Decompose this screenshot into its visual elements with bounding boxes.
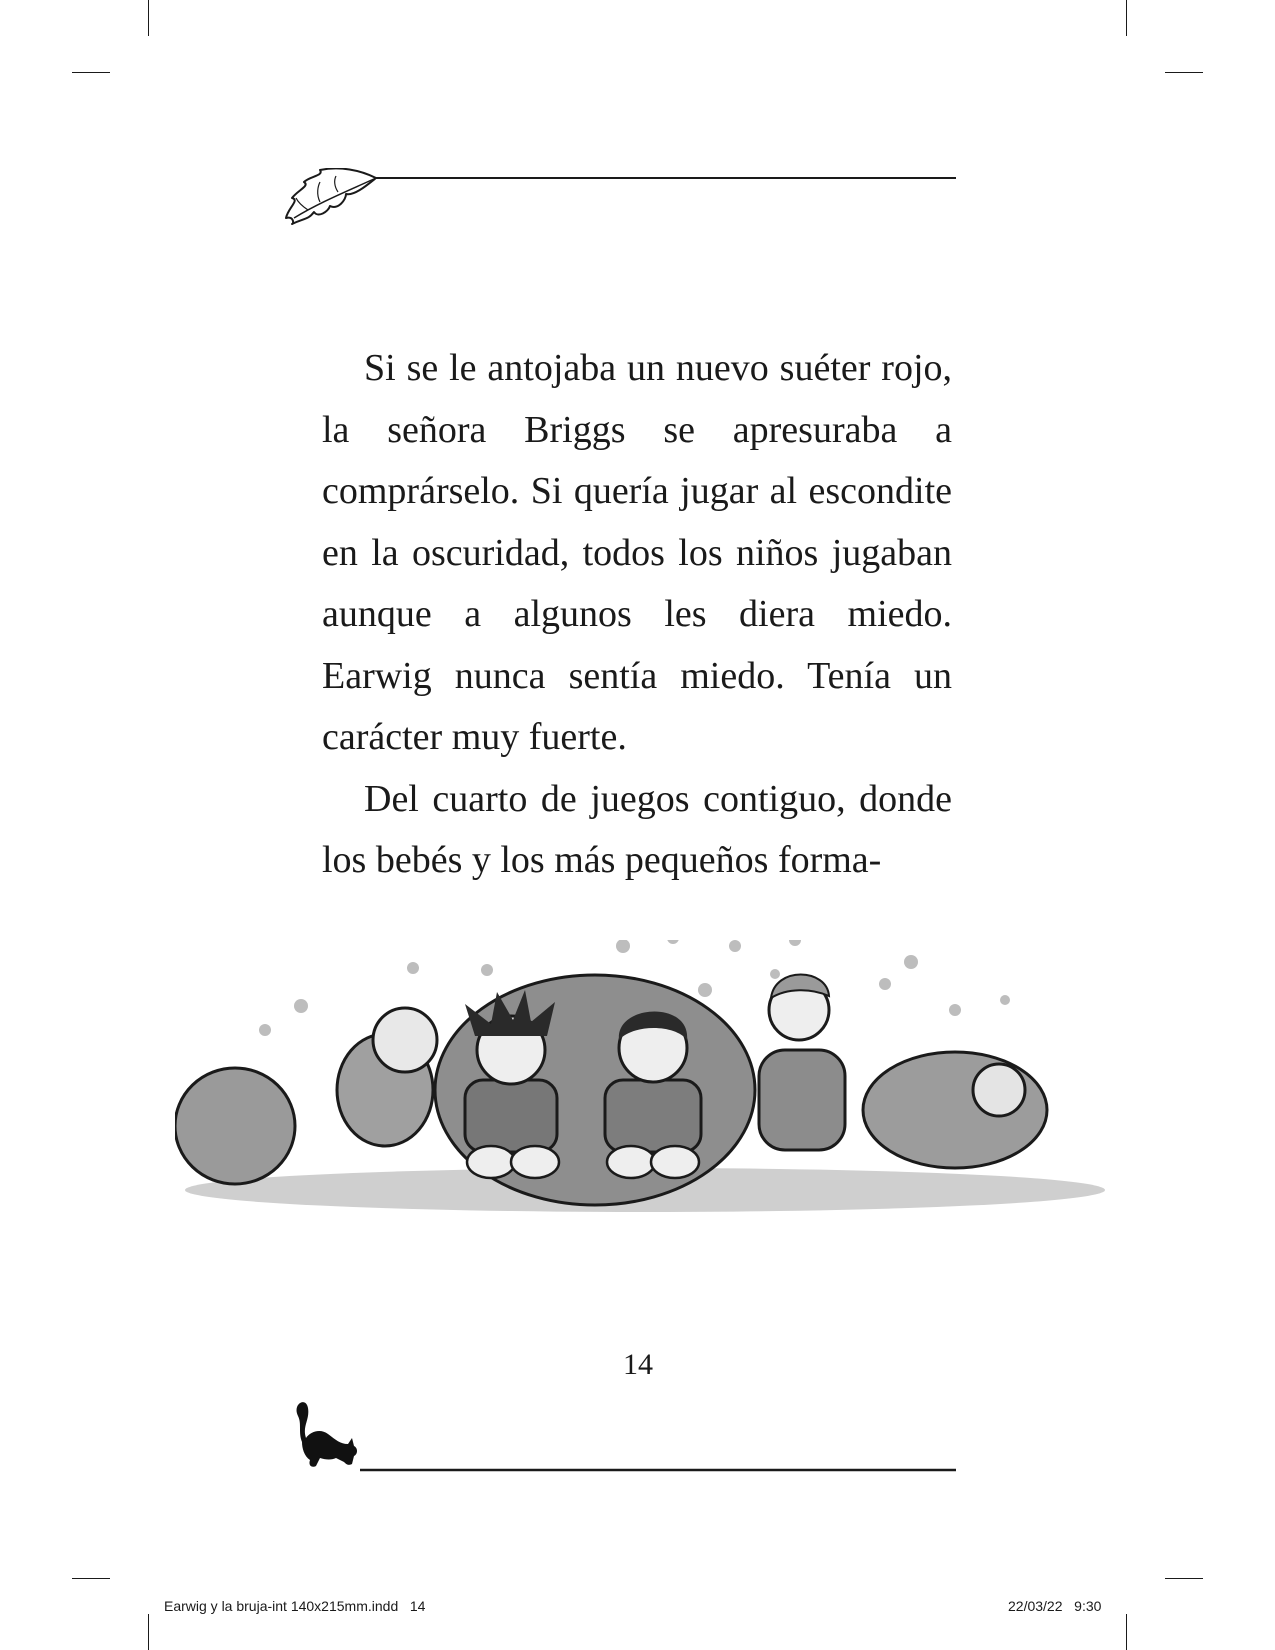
children-sitting-illustration <box>175 940 1115 1240</box>
paragraph: Del cuarto de juegos contiguo, donde los bebés y los más pequeños forma- <box>322 777 952 881</box>
crop-mark <box>1165 72 1203 73</box>
crop-mark <box>1165 1578 1203 1579</box>
page-number: 14 <box>623 1348 653 1381</box>
paragraph: Si se le antojaba un nuevo suéter rojo, la señora Briggs se apresuraba a comprárselo. Si quería jugar al escondite en la oscuridad, todos los niños jugaban aunque a algunos les diera miedo. Earwig nunca sentía miedo. Tenía un carácter muy fuerte. <box>322 347 952 758</box>
crop-mark <box>1126 1614 1127 1650</box>
header-rule <box>280 168 956 228</box>
crop-mark <box>148 1614 149 1650</box>
leaf-icon <box>286 168 376 224</box>
footer-rule <box>292 1398 956 1476</box>
cat-icon <box>297 1402 357 1467</box>
body-text <box>322 338 952 892</box>
slug-date-time: 22/03/22 9:30 <box>1008 1598 1102 1614</box>
slug-file-label: Earwig y la bruja-int 140x215mm.indd 14 <box>164 1598 426 1614</box>
crop-mark <box>148 0 149 36</box>
crop-mark <box>72 72 110 73</box>
crop-mark <box>72 1578 110 1579</box>
crop-mark <box>1126 0 1127 36</box>
